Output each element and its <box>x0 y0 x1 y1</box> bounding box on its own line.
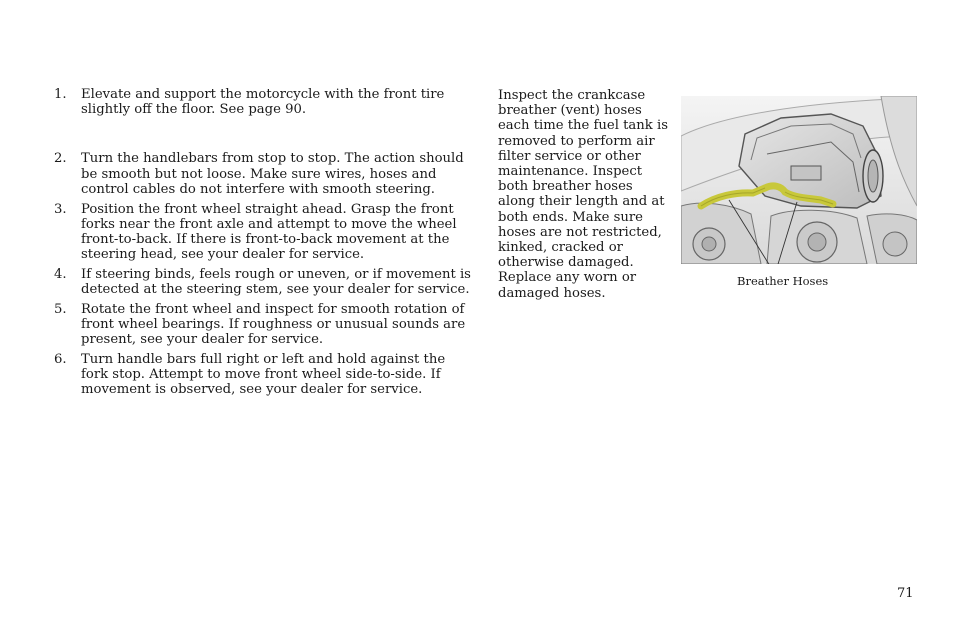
step-item <box>54 267 474 297</box>
step-number: 2. <box>54 151 67 167</box>
step-text: If steering binds, feels rough or uneven, or if movement is detected at the steering stem, see your dealer for service. <box>81 266 471 298</box>
step-item <box>54 151 474 197</box>
step-number: 3. <box>54 201 67 217</box>
figure-caption: Breather Hoses <box>737 274 829 288</box>
step-item <box>54 352 474 398</box>
engine-drawing <box>681 96 917 264</box>
step-number: 4. <box>54 266 67 282</box>
step-item <box>54 202 474 263</box>
step-text: Position the front wheel straight ahead. Grasp the front forks near the front axle and attempt to move the wheel front-to-back. If there is front-to-back movement at the steering head, see your dealer for service. <box>81 201 457 263</box>
step-number: 6. <box>54 351 67 367</box>
step-text: Turn handle bars full right or left and hold against the fork stop. Attempt to move front wheel side-to-side. If movement is observed, see your dealer for service. <box>81 351 446 398</box>
step-text: Elevate and support the motorcycle with the front tire slightly off the floor. See page 90. <box>81 87 445 118</box>
step-number: 5. <box>54 301 67 317</box>
step-text: Rotate the front wheel and inspect for smooth rotation of front wheel bearings. If roughness or unusual sounds are present, see your dealer for service. <box>81 301 466 348</box>
step-item <box>54 302 474 348</box>
step-number: 1. <box>54 87 67 102</box>
steering-inspection-steps <box>54 87 474 402</box>
breather-hose-instructions: Inspect the crankcase breather (vent) hoses each time the fuel tank is removed to perform air filter service or other maintenance. Inspect both breather hoses along their length and at both ends. Make sure hoses are not restricted, kinked, cracked or otherwise damaged. Replace any worn or damaged hoses. <box>498 88 668 301</box>
step-text: Turn the handlebars from stop to stop. The action should be smooth but not loose. Make sure wires, hoses and control cables do not interfere with smooth steering. <box>81 151 464 197</box>
page-number: 71 <box>897 586 914 601</box>
breather-hoses-illustration <box>681 96 917 264</box>
step-item <box>54 87 474 117</box>
